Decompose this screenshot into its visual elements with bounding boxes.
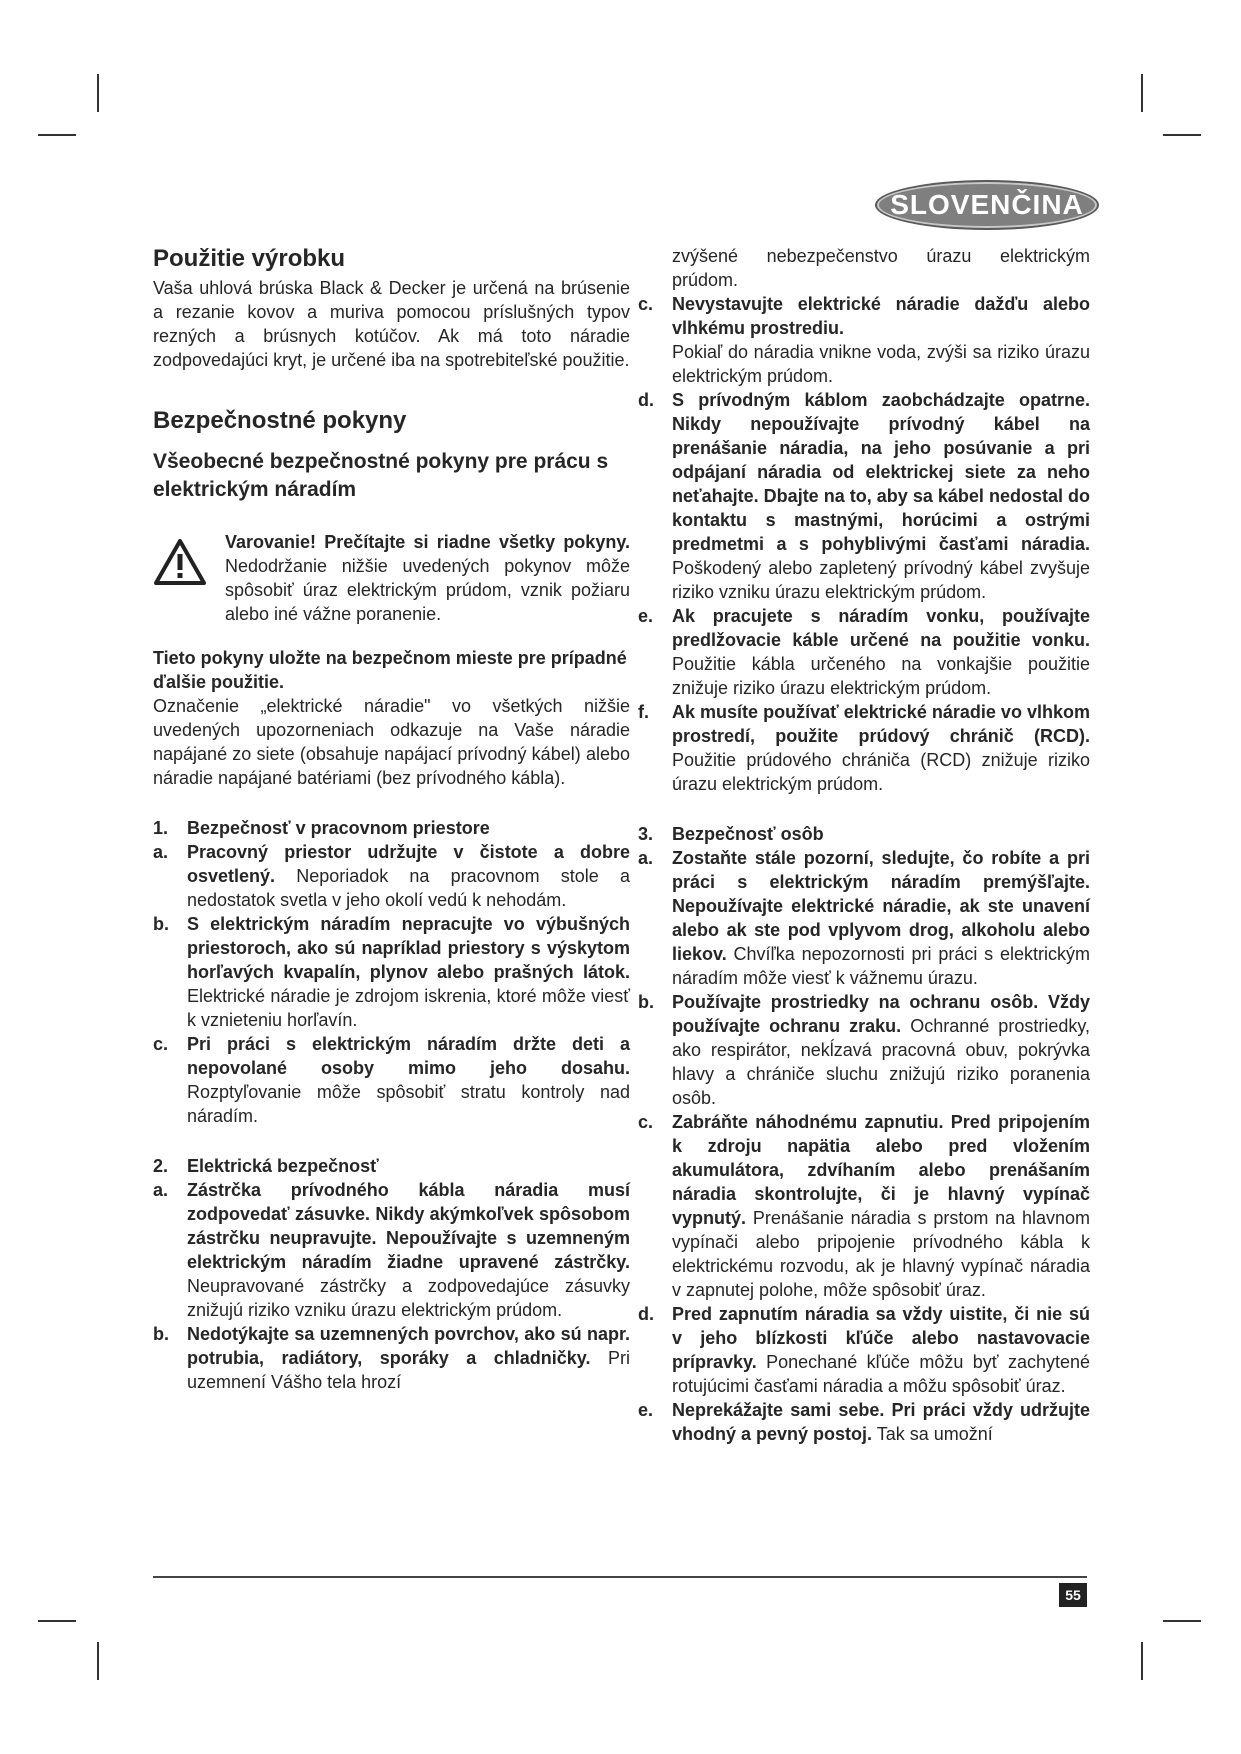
keep-instructions: Tieto pokyny uložte na bezpečnom mieste pre prípadné ďalšie použitie. <box>153 648 627 692</box>
rule-2a: a. Zástrčka prívodného kábla náradia musí zodpovedať zásuvke. Nikdy akýmkoľvek spôsobom zástrčku neupravujte. Nepoužívajte s uzemneným elektrickým náradím žiadne upravené zástrčky. Neupravované zástrčky a zodpovedajúce zásuvky znižujú riziko vzniku úrazu elektrickým prúdom. <box>153 1180 630 1320</box>
rule-3d: d. Pred zapnutím náradia sa vždy uistite, či nie sú v jeho blízkosti kľúče alebo nastavovacie prípravky. Ponechané kľúče môžu byť zachytené rotujúcimi časťami náradia a môžu spôsobiť úraz. <box>638 1304 1090 1396</box>
rule-2e: e. Ak pracujete s náradím vonku, používajte predlžovacie káble určené na použitie vonku. Použitie kábla určeného na vonkajšie použitie znižuje riziko úrazu elektrickým prúdom. <box>638 606 1090 698</box>
footer-rule <box>153 1576 1087 1578</box>
power-tool-definition: Označenie „elektrické náradie" vo všetkých nižšie uvedených upozorneniach odkazuje na Vaše náradie napájané zo siete (obsahuje napájací prívodný kábel) alebo náradie napájané batériami (bez prívodného kábla). <box>153 696 630 788</box>
crop-mark <box>1163 1620 1201 1622</box>
crop-mark <box>1141 1642 1143 1680</box>
crop-mark <box>1141 74 1143 112</box>
crop-mark <box>1163 134 1201 136</box>
page-number: 55 <box>1059 1583 1087 1607</box>
warning-block <box>153 530 630 626</box>
usage-heading: Použitie výrobku <box>153 245 346 272</box>
rule-3c: c. Zabráňte náhodnému zapnutiu. Pred pripojením k zdroju napätia alebo pred vložením akumulátora, zdvíhaním alebo prenášaním náradia skontrolujte, či je hlavný vypínač vypnutý. Prenášanie náradia s prstom na hlavnom vypínači alebo pripojenie prívodného kábla k elektrickému rozvodu, ak je hlavný vypínač náradia v zapnutej polohe, môže spôsobiť úraz. <box>638 1112 1090 1300</box>
usage-text: Vaša uhlová brúska Black & Decker je určená na brúsenie a rezanie kovov a muriva pomocou príslušných typov rezných a brúsnych kotúčov. Ak má toto náradie zodpovedajúci kryt, je určené iba na spotrebiteľské použitie. <box>153 278 630 370</box>
crop-mark <box>97 74 99 112</box>
rule-1c: c. Pri práci s elektrickým náradím držte deti a nepovolané osoby mimo jeho dosahu. Rozptyľovanie môže spôsobiť stratu kontroly nad náradím. <box>153 1034 630 1126</box>
language-badge: SLOVENČINA <box>875 180 1099 230</box>
left-column <box>153 244 630 1394</box>
section-1-title: 1. Bezpečnosť v pracovnom priestore <box>153 818 490 838</box>
rule-2b: b. Nedotýkajte sa uzemnených povrchov, ako sú napr. potrubia, radiátory, sporáky a chladničky. Pri uzemnení Vášho tela hrozí <box>153 1324 630 1392</box>
rule-1a: a. Pracovný priestor udržujte v čistote a dobre osvetlený. Neporiadok na pracovnom stole a nedostatok svetla v jeho okolí vedú k nehodám. <box>153 842 630 910</box>
crop-mark <box>97 1642 99 1680</box>
safety-heading: Bezpečnostné pokyny <box>153 407 407 434</box>
rule-3b: b. Používajte prostriedky na ochranu osôb. Vždy používajte ochranu zraku. Ochranné prostriedky, ako respirátor, nekĺzavá pracovná obuv, pokrývka hlavy a chrániče sluchu znižujú riziko poranenia osôb. <box>638 992 1091 1108</box>
crop-mark <box>38 1620 76 1622</box>
continued-text: zvýšené nebezpečenstvo úrazu elektrickým prúdom. <box>672 246 1090 290</box>
section-number: 1. <box>153 818 169 838</box>
warning-triangle-icon <box>153 538 207 586</box>
general-safety-heading: Všeobecné bezpečnostné pokyny pre prácu s elektrickým náradím <box>153 450 609 501</box>
section-2-title: 2. Elektrická bezpečnosť <box>153 1156 379 1176</box>
rule-3a: a. Zostaňte stále pozorní, sledujte, čo robíte a pri práci s elektrickým náradím premýšľajte. Nepoužívajte elektrické náradie, ak ste unavení alebo ak ste pod vplyvom drog, alkoholu alebo liekov. Chvíľka nepozornosti pri práci s elektrickým náradím môže viesť k vážnemu úrazu. <box>638 848 1090 988</box>
rule-3e: e. Neprekážajte sami sebe. Pri práci vždy udržujte vhodný a pevný postoj. Tak sa umožní <box>638 1400 1090 1444</box>
crop-mark <box>38 134 76 136</box>
rule-2f: f. Ak musíte používať elektrické náradie vo vlhkom prostredí, použite prúdový chránič (RCD). Použitie prúdového chrániča (RCD) znižuje riziko úrazu elektrickým prúdom. <box>638 702 1090 794</box>
section-3-title: 3. Bezpečnosť osôb <box>638 824 824 844</box>
warning-text: Nedodržanie nižšie uvedených pokynov môže spôsobiť úraz elektrickým prúdom, vznik požiaru alebo iné vážne poranenie. <box>225 556 630 624</box>
rule-2c: c. Nevystavujte elektrické náradie dažďu alebo vlhkému prostrediu. Pokiaľ do náradia vnikne voda, zvýši sa riziko úrazu elektrickým prúdom. <box>638 294 1090 386</box>
section-number: 2. <box>153 1156 169 1176</box>
warning-bold: Varovanie! Prečítajte si riadne všetky pokyny. <box>225 532 630 552</box>
section-number: 3. <box>638 824 654 844</box>
rule-2d: d. S prívodným káblom zaobchádzajte opatrne. Nikdy nepoužívajte prívodný kábel na prenášanie náradia, na jeho posúvanie a pri odpájaní náradia od elektrickej siete za neho neťahajte. Dbajte na to, aby sa kábel nedostal do kontaktu s mastnými, horúcimi a ostrými predmetmi a s pohyblivými časťami náradia. Poškodený alebo zapletený prívodný kábel zvyšuje riziko vzniku úrazu elektrickým prúdom. <box>638 390 1090 602</box>
right-column <box>638 244 1090 1446</box>
rule-1b: b. S elektrickým náradím nepracujte vo výbušných priestoroch, ako sú napríklad priestory s výskytom horľavých kvapalín, plynov alebo prašných látok. Elektrické náradie je zdrojom iskrenia, ktoré môže viesť k vznieteniu horľavín. <box>153 914 630 1030</box>
